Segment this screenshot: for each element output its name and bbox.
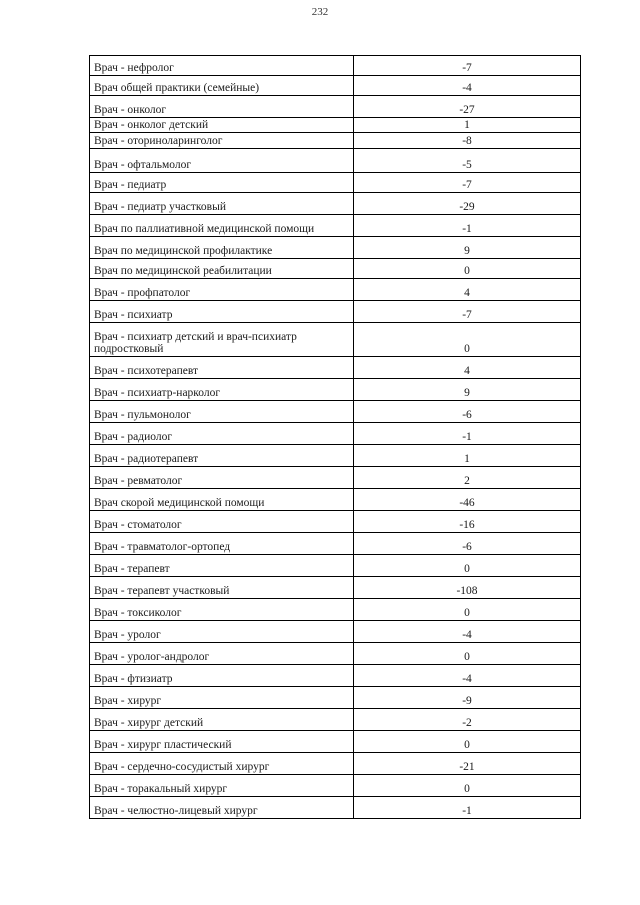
specialist-name-cell: Врач - педиатр участковый (90, 193, 354, 215)
table-row (90, 379, 581, 401)
value-cell: -6 (354, 401, 581, 423)
table-row (90, 118, 581, 133)
specialist-name-cell: Врач по медицинской профилактике (90, 237, 354, 259)
value-cell: -7 (354, 173, 581, 193)
table-row (90, 687, 581, 709)
value-cell: -2 (354, 709, 581, 731)
table-row (90, 173, 581, 193)
table-row (90, 133, 581, 149)
value-cell: -6 (354, 533, 581, 555)
specialist-name-cell: Врач - сердечно-сосудистый хирург (90, 753, 354, 775)
table-row (90, 621, 581, 643)
value-cell: 0 (354, 323, 581, 357)
value-cell: -21 (354, 753, 581, 775)
specialist-name-cell: Врач скорой медицинской помощи (90, 489, 354, 511)
specialist-name-cell: Врач - хирург (90, 687, 354, 709)
table-row (90, 401, 581, 423)
value-cell: -108 (354, 577, 581, 599)
specialist-name-cell: Врач - психиатр (90, 301, 354, 323)
value-cell: -1 (354, 215, 581, 237)
value-cell: 4 (354, 279, 581, 301)
specialist-name-cell: Врач - хирург пластический (90, 731, 354, 753)
specialist-name-cell: Врач по паллиативной медицинской помощи (90, 215, 354, 237)
specialist-name-cell: Врач - радиолог (90, 423, 354, 445)
specialist-name-cell: Врач - педиатр (90, 173, 354, 193)
table-row (90, 445, 581, 467)
value-cell: -8 (354, 133, 581, 149)
value-cell: 0 (354, 555, 581, 577)
value-cell: -16 (354, 511, 581, 533)
table-row (90, 323, 581, 357)
value-cell: 2 (354, 467, 581, 489)
value-cell: 0 (354, 775, 581, 797)
specialist-name-cell: Врач - торакальный хирург (90, 775, 354, 797)
table-row (90, 215, 581, 237)
value-cell: 0 (354, 599, 581, 621)
value-cell: -1 (354, 423, 581, 445)
table-row (90, 237, 581, 259)
table-row (90, 775, 581, 797)
value-cell: 0 (354, 259, 581, 279)
specialist-name-cell: Врач - терапевт участковый (90, 577, 354, 599)
value-cell: -1 (354, 797, 581, 819)
table-row (90, 76, 581, 96)
table-row (90, 489, 581, 511)
table-row (90, 577, 581, 599)
value-cell: -29 (354, 193, 581, 215)
table-row (90, 96, 581, 118)
specialist-name-cell: Врач - нефролог (90, 56, 354, 76)
specialist-name-cell: Врач - уролог (90, 621, 354, 643)
table-row (90, 643, 581, 665)
specialist-name-cell: Врач - психиатр детский и врач-психиатр подростковый (90, 323, 354, 357)
table-row (90, 467, 581, 489)
specialist-name-cell: Врач - психотерапевт (90, 357, 354, 379)
value-cell: 1 (354, 445, 581, 467)
value-cell: -27 (354, 96, 581, 118)
specialist-name-cell: Врач по медицинской реабилитации (90, 259, 354, 279)
value-cell: -4 (354, 621, 581, 643)
table-row (90, 279, 581, 301)
specialist-name-cell: Врач - уролог-андролог (90, 643, 354, 665)
table-row (90, 555, 581, 577)
specialist-name-cell: Врач - профпатолог (90, 279, 354, 301)
specialist-name-cell: Врач - хирург детский (90, 709, 354, 731)
specialist-name-cell: Врач - онколог детский (90, 118, 354, 133)
specialists-table (89, 55, 581, 819)
value-cell: 0 (354, 643, 581, 665)
specialist-name-cell: Врач - онколог (90, 96, 354, 118)
specialist-name-cell: Врач - оториноларинголог (90, 133, 354, 149)
value-cell: -7 (354, 56, 581, 76)
table-row (90, 797, 581, 819)
table-row (90, 709, 581, 731)
table-row (90, 357, 581, 379)
table-row (90, 731, 581, 753)
table-row (90, 301, 581, 323)
table-row (90, 533, 581, 555)
specialist-name-cell: Врач - челюстно-лицевый хирург (90, 797, 354, 819)
specialist-name-cell: Врач - фтизиатр (90, 665, 354, 687)
value-cell: 1 (354, 118, 581, 133)
table-row (90, 511, 581, 533)
specialist-name-cell: Врач - офтальмолог (90, 149, 354, 173)
table-row (90, 56, 581, 76)
specialist-name-cell: Врач - психиатр-нарколог (90, 379, 354, 401)
table-row (90, 259, 581, 279)
specialist-name-cell: Врач - радиотерапевт (90, 445, 354, 467)
specialist-name-cell: Врач - стоматолог (90, 511, 354, 533)
table-row (90, 753, 581, 775)
value-cell: 9 (354, 379, 581, 401)
table-row (90, 665, 581, 687)
specialist-name-cell: Врач - токсиколог (90, 599, 354, 621)
table-row (90, 149, 581, 173)
specialist-name-cell: Врач - травматолог-ортопед (90, 533, 354, 555)
table-body (90, 56, 581, 819)
value-cell: -9 (354, 687, 581, 709)
specialist-name-cell: Врач - пульмонолог (90, 401, 354, 423)
value-cell: -7 (354, 301, 581, 323)
value-cell: -46 (354, 489, 581, 511)
page-number: 232 (311, 6, 329, 18)
value-cell: -5 (354, 149, 581, 173)
value-cell: -4 (354, 76, 581, 96)
table-row (90, 193, 581, 215)
table-row (90, 599, 581, 621)
value-cell: 4 (354, 357, 581, 379)
value-cell: 0 (354, 731, 581, 753)
table-row (90, 423, 581, 445)
specialist-name-cell: Врач общей практики (семейные) (90, 76, 354, 96)
specialist-name-cell: Врач - терапевт (90, 555, 354, 577)
specialist-name-cell: Врач - ревматолог (90, 467, 354, 489)
value-cell: 9 (354, 237, 581, 259)
value-cell: -4 (354, 665, 581, 687)
